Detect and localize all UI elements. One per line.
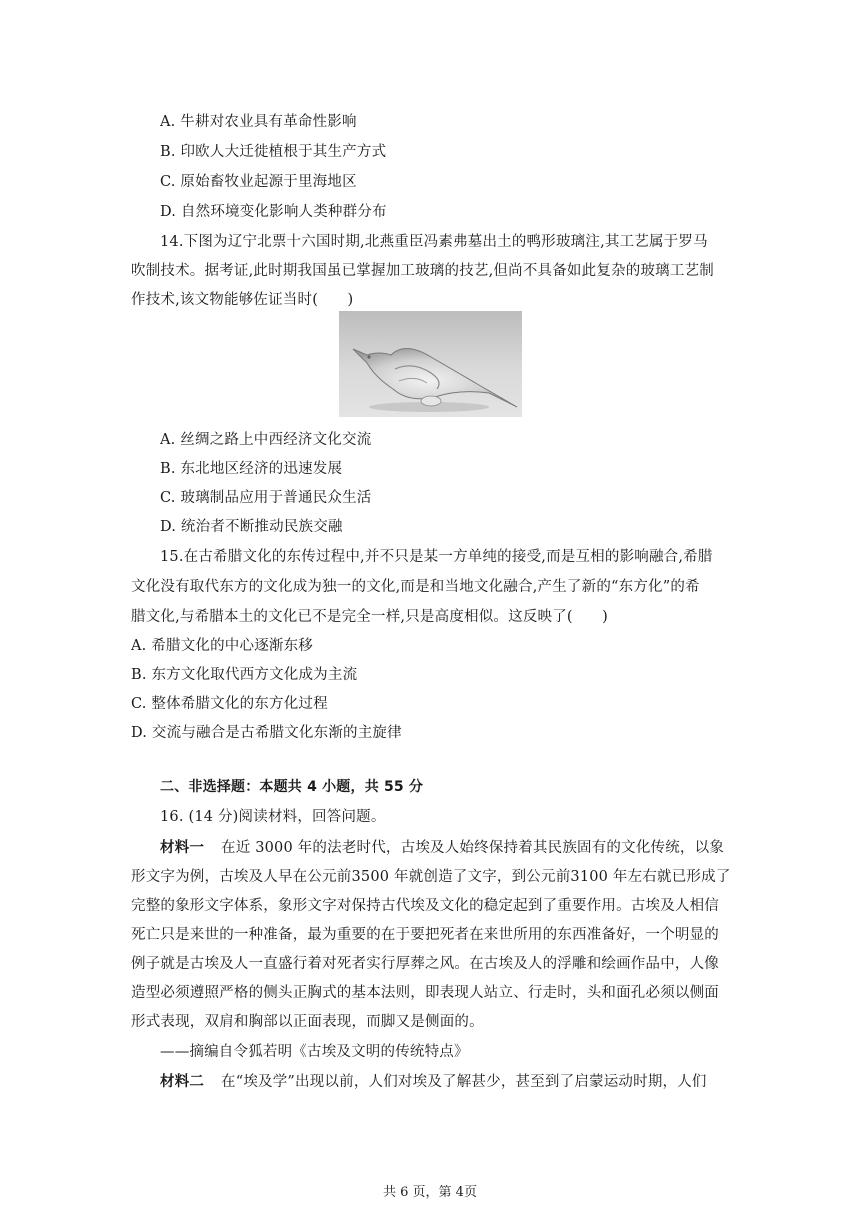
q15-stem-line-2: 文化没有取代东方的文化成为独一的文化,而是和当地文化融合,产生了新的“东方化”的希: [131, 579, 700, 595]
q14-option-d: D. 统治者不断推动民族交融: [160, 519, 343, 535]
material-1-line-6: 造型必须遵照严格的侧头正胸式的基本法则，即表现人站立、行走时，头和面孔必须以侧面: [131, 985, 719, 1001]
material-1-line-2: 形文字为例，古埃及人早在公元前3500 年就创造了文字，到公元前3100 年左右就已形成了: [131, 869, 731, 885]
q15-option-b: B. 东方文化取代西方文化成为主流: [131, 667, 358, 683]
q14-option-a: A. 丝绸之路上中西经济文化交流: [160, 432, 372, 448]
q13-option-c: C. 原始畜牧业起源于里海地区: [160, 174, 357, 190]
material-2-line-1: 在“埃及学”出现以前，人们对埃及了解甚少，甚至到了启蒙运动时期，人们: [221, 1074, 707, 1090]
duck-shaped-glass-vessel-icon: [339, 311, 522, 417]
material-1-line-5: 例子就是古埃及人一直盛行着对死者实行厚葬之风。在古埃及人的浮雕和绘画作品中，人像: [131, 956, 719, 972]
q15-stem-line-1: 15.在古希腊文化的东传过程中,并不只是某一方单纯的接受,而是互相的影响融合,希腊: [160, 549, 713, 565]
material-1-line-7: 形式表现，双肩和胸部以正面表现，而脚又是侧面的。: [131, 1014, 484, 1030]
q15-option-a: A. 希腊文化的中心逐渐东移: [131, 638, 313, 654]
q16-header: 16. (14 分)阅读材料，回答问题。: [160, 809, 386, 825]
q14-option-b: B. 东北地区经济的迅速发展: [160, 461, 343, 477]
material-1-label: 材料一: [160, 839, 205, 856]
duck-glass-vessel-image: [339, 311, 522, 417]
q14-option-c: C. 玻璃制品应用于普通民众生活: [160, 490, 372, 506]
q13-option-d: D. 自然环境变化影响人类种群分布: [160, 204, 387, 220]
q14-stem-line-1: 14.下图为辽宁北票十六国时期,北燕重臣冯素弗墓出土的鸭形玻璃注,其工艺属于罗马: [160, 234, 708, 250]
q13-option-b: B. 印欧人大迁徙植根于其生产方式: [160, 144, 387, 160]
material-1-line-4: 死亡只是来世的一种准备，最为重要的在于要把死者在来世所用的东西准备好，一个明显的: [131, 927, 719, 943]
material-2-label: 材料二: [160, 1073, 205, 1090]
material-1-line-3: 完整的象形文字体系，象形文字对保持古代埃及文化的稳定起到了重要作用。古埃及人相信: [131, 898, 719, 914]
q13-option-a: A. 牛耕对农业具有革命性影响: [160, 114, 357, 130]
q15-option-d: D. 交流与融合是古希腊文化东渐的主旋律: [131, 725, 402, 741]
material-1-line-1: 在近 3000 年的法老时代，古埃及人始终保持着其民族固有的文化传统，以象: [221, 840, 725, 856]
q14-stem-line-3: 作技术,该文物能够佐证当时( ): [131, 292, 354, 308]
q15-option-c: C. 整体希腊文化的东方化过程: [131, 696, 328, 712]
q15-stem-line-3: 腊文化,与希腊本土的文化已不是完全一样,只是高度相似。这反映了( ): [131, 609, 609, 625]
section-2-title: 二、非选择题：本题共 4 小题，共 55 分: [160, 779, 424, 795]
material-1-source: ——摘编自令狐若明《古埃及文明的传统特点》: [160, 1044, 469, 1060]
page-footer: 共 6 页，第 4页: [383, 1185, 477, 1200]
q14-stem-line-2: 吹制技术。据考证,此时期我国虽已掌握加工玻璃的技艺,但尚不具备如此复杂的玻璃工艺制: [131, 263, 714, 279]
